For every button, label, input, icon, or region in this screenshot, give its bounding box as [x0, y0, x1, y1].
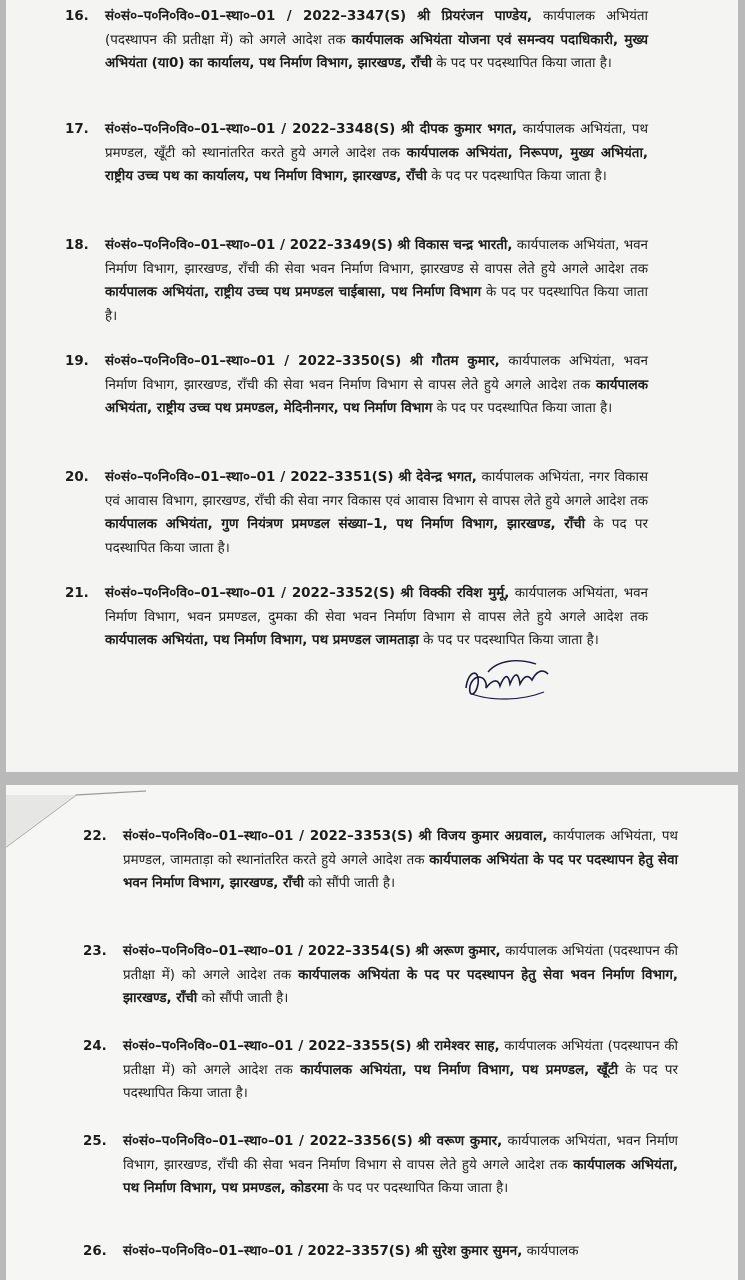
order-text: कार्यपालक अभियंता (पदस्थापन की प्रतीक्षा में) को अगले आदेश तक — [105, 9, 648, 48]
item-number: 21. — [65, 586, 89, 601]
order-text: कार्यपालक अभियंता, पथ प्रमण्डल, खूँटी को स्थानांतरित करते हुये अगले आदेश तक — [105, 122, 649, 161]
item-number: 24. — [83, 1039, 107, 1054]
item-text — [123, 1240, 678, 1264]
item-text — [105, 5, 648, 76]
officer-name: श्री देवेन्द्र भगत, — [398, 470, 477, 485]
item-number: 19. — [65, 354, 89, 369]
order-item — [65, 582, 648, 653]
item-number: 18. — [65, 238, 89, 253]
item-text — [123, 940, 678, 1011]
item-text — [123, 825, 678, 896]
posting-designation: कार्यपालक अभियंता, राष्ट्रीय उच्च पथ प्रमण्डल चाईबासा, पथ निर्माण विभाग — [105, 285, 482, 300]
officer-name: श्री दीपक कुमार भगत, — [400, 122, 518, 137]
order-item — [83, 1240, 678, 1264]
item-number: 26. — [83, 1244, 107, 1259]
order-closing-text: के पद पर पदस्थापित किया जाता है। — [105, 285, 648, 324]
order-text: कार्यपालक अभियंता, भवन निर्माण विभाग, भवन प्रमण्डल, दुमका की सेवा भवन निर्माण विभाग से वापस लेते हुये अगले आदेश तक — [105, 586, 648, 625]
item-number: 22. — [83, 829, 107, 844]
officer-name: श्री विक्की रविश मुर्मू, — [400, 586, 510, 601]
document-page-2 — [6, 785, 738, 1280]
officer-name: श्री रामेश्वर साह, — [416, 1039, 500, 1054]
officer-name: श्री प्रियरंजन पाण्डेय, — [417, 9, 533, 24]
officer-name: श्री विजय कुमार अग्रवाल, — [418, 829, 548, 844]
item-text — [105, 350, 648, 421]
order-closing-text: के पद पर पदस्थापित किया जाता है। — [426, 169, 607, 184]
item-number: 23. — [83, 944, 107, 959]
order-text: कार्यपालक अभियंता, भवन निर्माण विभाग, झारखण्ड, राँची की सेवा भवन निर्माण विभाग, झारखण्ड से वापस लेते हुये अगले आदेश तक — [105, 238, 648, 277]
order-item — [83, 1035, 678, 1106]
order-text: कार्यपालक अभियंता, भवन निर्माण विभाग, झारखण्ड, राँची की सेवा भवन निर्माण विभाग से वापस लेते हुये अगले आदेश तक — [105, 354, 648, 393]
order-closing-text: के पद पर पदस्थापित किया जाता है। — [418, 633, 599, 648]
item-text — [105, 234, 648, 328]
order-text: कार्यपालक अभियंता (पदस्थापन की प्रतीक्षा में) को अगले आदेश तक — [123, 944, 678, 983]
reference-number: सं०सं०–प०नि०वि०–01–स्था०–01 / 2022–3348(S) — [105, 122, 396, 137]
order-item — [83, 825, 678, 896]
item-text — [105, 466, 648, 560]
officer-name: श्री सुरेश कुमार सुमन, — [414, 1244, 523, 1259]
officer-name: श्री विकास चन्द्र भारती, — [397, 238, 513, 253]
order-text: कार्यपालक — [522, 1244, 579, 1259]
item-text — [105, 582, 648, 653]
reference-number: सं०सं०–प०नि०वि०–01–स्था०–01 / 2022–3352(S) — [105, 586, 395, 601]
item-text — [105, 118, 648, 189]
order-item — [65, 234, 648, 328]
item-number: 20. — [65, 470, 89, 485]
order-text: कार्यपालक अभियंता, नगर विकास एवं आवास विभाग, झारखण्ड, राँची की सेवा नगर विकास एवं आवास विभाग से वापस लेते हुये अगले आदेश तक — [105, 470, 648, 509]
reference-number: सं०सं०–प०नि०वि०–01–स्था०–01 / 2022–3347(S) — [105, 9, 407, 24]
reference-number: सं०सं०–प०नि०वि०–01–स्था०–01 / 2022–3351(S) — [105, 470, 394, 485]
order-item — [83, 1130, 679, 1201]
order-item — [65, 466, 648, 560]
item-number: 25. — [83, 1134, 107, 1149]
order-closing-text: को सौंपी जाती है। — [303, 876, 396, 891]
order-item — [65, 350, 648, 421]
posting-designation: कार्यपालक अभियंता, निरूपण, मुख्य अभियंता, राष्ट्रीय उच्च पथ का कार्यालय, पथ निर्माण विभाग, झारखण्ड, राँची — [105, 145, 648, 184]
order-closing-text: के पद पर पदस्थापित किया जाता है। — [123, 1062, 678, 1101]
posting-designation: कार्यपालक अभियंता, पथ निर्माण विभाग, पथ प्रमण्डल, कोडरमा — [123, 1157, 679, 1196]
reference-number: सं०सं०–प०नि०वि०–01–स्था०–01 / 2022–3350(S) — [105, 354, 402, 369]
order-closing-text: के पद पर पदस्थापित किया जाता है। — [328, 1181, 509, 1196]
item-number: 16. — [65, 9, 89, 24]
posting-designation: कार्यपालक अभियंता, पथ निर्माण विभाग, पथ प्रमण्डल जामताड़ा — [105, 633, 419, 648]
posting-designation: कार्यपालक अभियंता के पद पर पदस्थापन हेतु सेवा भवन निर्माण विभाग, झारखण्ड, राँची — [123, 967, 678, 1006]
order-item — [65, 118, 649, 189]
reference-number: सं०सं०–प०नि०वि०–01–स्था०–01 / 2022–3355(S) — [123, 1039, 412, 1054]
posting-designation: कार्यपालक अभियंता के पद पर पदस्थापन हेतु सेवा भवन निर्माण विभाग, झारखण्ड, राँची — [123, 852, 678, 891]
reference-number: सं०सं०–प०नि०वि०–01–स्था०–01 / 2022–3357(S) — [123, 1244, 411, 1259]
order-closing-text: के पद पर पदस्थापित किया जाता है। — [431, 56, 612, 71]
order-closing-text: को सौंपी जाती है। — [197, 991, 289, 1006]
posting-designation: कार्यपालक अभियंता, राष्ट्रीय उच्च पथ प्रमण्डल, मेदिनीनगर, पथ निर्माण विभाग — [105, 377, 648, 416]
order-closing-text: के पद पर पदस्थापित किया जाता है। — [105, 517, 648, 556]
reference-number: सं०सं०–प०नि०वि०–01–स्था०–01 / 2022–3356(S) — [123, 1134, 413, 1149]
order-text: कार्यपालक अभियंता, भवन निर्माण विभाग, झारखण्ड, राँची की सेवा भवन निर्माण विभाग से वापस लेते हुये अगले आदेश तक — [123, 1134, 678, 1173]
document-page-1 — [6, 0, 738, 772]
item-text — [123, 1035, 678, 1106]
posting-designation: कार्यपालक अभियंता, गुण नियंत्रण प्रमण्डल संख्या–1, पथ निर्माण विभाग, झारखण्ड, राँची — [105, 517, 586, 532]
order-text: कार्यपालक अभियंता (पदस्थापन की प्रतीक्षा में) को अगले आदेश तक — [123, 1039, 678, 1078]
reference-number: सं०सं०–प०नि०वि०–01–स्था०–01 / 2022–3353(S) — [123, 829, 413, 844]
officer-name: श्री गौतम कुमार, — [409, 354, 500, 369]
item-number: 17. — [65, 122, 89, 137]
reference-number: सं०सं०–प०नि०वि०–01–स्था०–01 / 2022–3349(S) — [105, 238, 393, 253]
officer-name: श्री वरूण कुमार, — [418, 1134, 503, 1149]
reference-number: सं०सं०–प०नि०वि०–01–स्था०–01 / 2022–3354(S) — [123, 944, 411, 959]
item-text — [123, 1130, 678, 1201]
order-item — [65, 5, 648, 76]
posting-designation: कार्यपालक अभियंता योजना एवं समन्वय पदाधिकारी, मुख्य अभियंता (या0) का कार्यालय, पथ निर्माण विभाग, झारखण्ड, राँची — [105, 32, 648, 71]
officer-name: श्री अरूण कुमार, — [415, 944, 501, 959]
handwritten-signature — [458, 650, 558, 710]
order-text: कार्यपालक अभियंता, पथ प्रमण्डल, जामताड़ा को स्थानांतरित करते हुये अगले आदेश तक — [123, 829, 678, 868]
posting-designation: कार्यपालक अभियंता, पथ निर्माण विभाग, पथ प्रमण्डल, खूँटी — [300, 1062, 619, 1078]
order-closing-text: के पद पर पदस्थापित किया जाता है। — [432, 401, 613, 416]
order-item — [83, 940, 678, 1011]
